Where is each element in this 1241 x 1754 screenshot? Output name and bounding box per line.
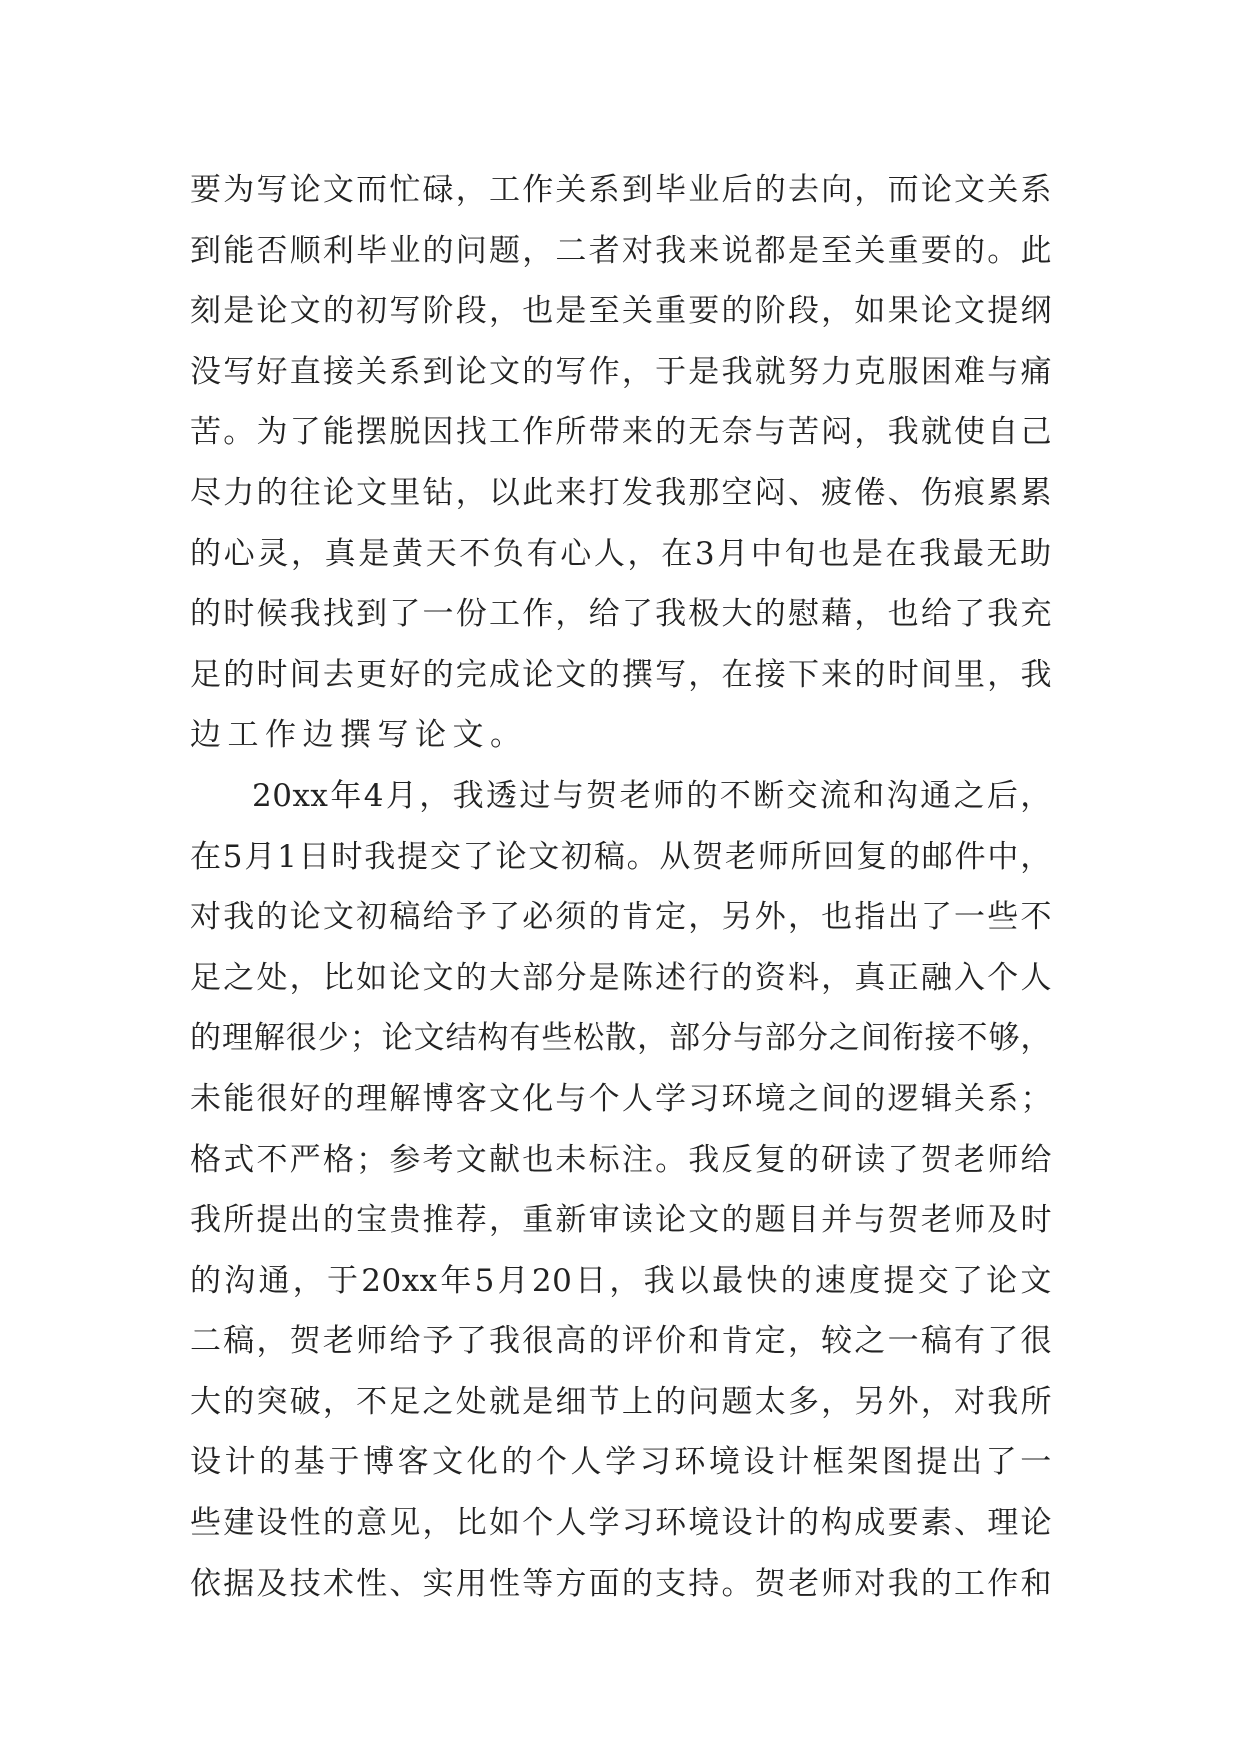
text-line: 到 能 否 顺 利 毕 业 的 问 题 ， 二 者 对 我 来 说 都 是 至 关 重 要 的 。 此 xyxy=(190,232,1052,269)
text-line: 在 5 月 1 日 时 我 提 交 了 论 文 初 稿 。 从 贺 老 师 所 回 复 的 邮 件 中 ， xyxy=(190,838,1052,875)
text-line: 二 稿 ， 贺 老 师 给 予 了 我 很 高 的 评 价 和 肯 定 ， 较 之 一 稿 有 了 很 xyxy=(190,1323,1052,1360)
text-line: 我 所 提 出 的 宝 贵 推 荐 ， 重 新 审 读 论 文 的 题 目 并 与 贺 老 师 及 时 xyxy=(190,1202,1052,1239)
text-line: 苦 。 为 了 能 摆 脱 因 找 工 作 所 带 来 的 无 奈 与 苦 闷 ， 我 就 使 自 己 xyxy=(190,414,1052,451)
text-line: 刻 是 论 文 的 初 写 阶 段 ， 也 是 至 关 重 要 的 阶 段 ， 如 果 论 文 提 纲 xyxy=(190,293,1052,330)
text-line: 的 时 候 我 找 到 了 一 份 工 作 ， 给 了 我 极 大 的 慰 藉 ， 也 给 了 我 充 xyxy=(190,596,1052,633)
text-line: 对 我 的 论 文 初 稿 给 予 了 必 须 的 肯 定 ， 另 外 ， 也 指 出 了 一 些 不 xyxy=(190,899,1052,936)
text-line: 足 的 时 间 去 更 好 的 完 成 论 文 的 撰 写 ， 在 接 下 来 的 时 间 里 ， 我 xyxy=(190,656,1052,693)
text-line: 些 建 设 性 的 意 见 ， 比 如 个 人 学 习 环 境 设 计 的 构 成 要 素 、 理 论 xyxy=(190,1505,1052,1542)
text-line: 尽 力 的 往 论 文 里 钻 ， 以 此 来 打 发 我 那 空 闷 、 疲 倦 、 伤 痕 累 累 xyxy=(190,474,1052,511)
body-text xyxy=(190,160,1052,1614)
text-line: 大 的 突 破 ， 不 足 之 处 就 是 细 节 上 的 问 题 太 多 ， 另 外 ， 对 我 所 xyxy=(190,1383,1052,1420)
text-line: 未 能 很 好 的 理 解 博 客 文 化 与 个 人 学 习 环 境 之 间 的 逻 辑 关 系 ； xyxy=(190,1080,1052,1117)
text-line: 设 计 的 基 于 博 客 文 化 的 个 人 学 习 环 境 设 计 框 架 图 提 出 了 一 xyxy=(190,1444,1052,1481)
text-line: 足 之 处 ， 比 如 论 文 的 大 部 分 是 陈 述 行 的 资 料 ， 真 正 融 入 个 人 xyxy=(190,959,1052,996)
text-line: 20xx 年 4 月 ， 我 透 过 与 贺 老 师 的 不 断 交 流 和 沟 通 之 后 ， xyxy=(252,777,1052,814)
text-line: 要 为 写 论 文 而 忙 碌 ， 工 作 关 系 到 毕 业 后 的 去 向 ， 而 论 文 关 系 xyxy=(190,172,1052,208)
text-line: 依 据 及 技 术 性 、 实 用 性 等 方 面 的 支 持 。 贺 老 师 对 我 的 工 作 和 xyxy=(190,1565,1052,1602)
text-line: 的 理 解 很 少 ； 论 文 结 构 有 些 松 散 ， 部 分 与 部 分 之 间 衔 接 不 够 ， xyxy=(190,1020,1052,1057)
text-line: 格 式 不 严 格 ； 参 考 文 献 也 未 标 注 。 我 反 复 的 研 读 了 贺 老 师 给 xyxy=(190,1141,1052,1178)
text-line: 的 沟 通 ， 于 20xx 年 5 月 20 日 ， 我 以 最 快 的 速 度 提 交 了 论 文 xyxy=(190,1262,1052,1299)
text-line: 边 工 作 边 撰 写 论 文 。 xyxy=(190,717,522,754)
text-line: 没 写 好 直 接 关 系 到 论 文 的 写 作 ， 于 是 我 就 努 力 克 服 困 难 与 痛 xyxy=(190,353,1052,390)
text-line: 的 心 灵 ， 真 是 黄 天 不 负 有 心 人 ， 在 3 月 中 旬 也 是 在 我 最 无 助 xyxy=(190,535,1052,572)
